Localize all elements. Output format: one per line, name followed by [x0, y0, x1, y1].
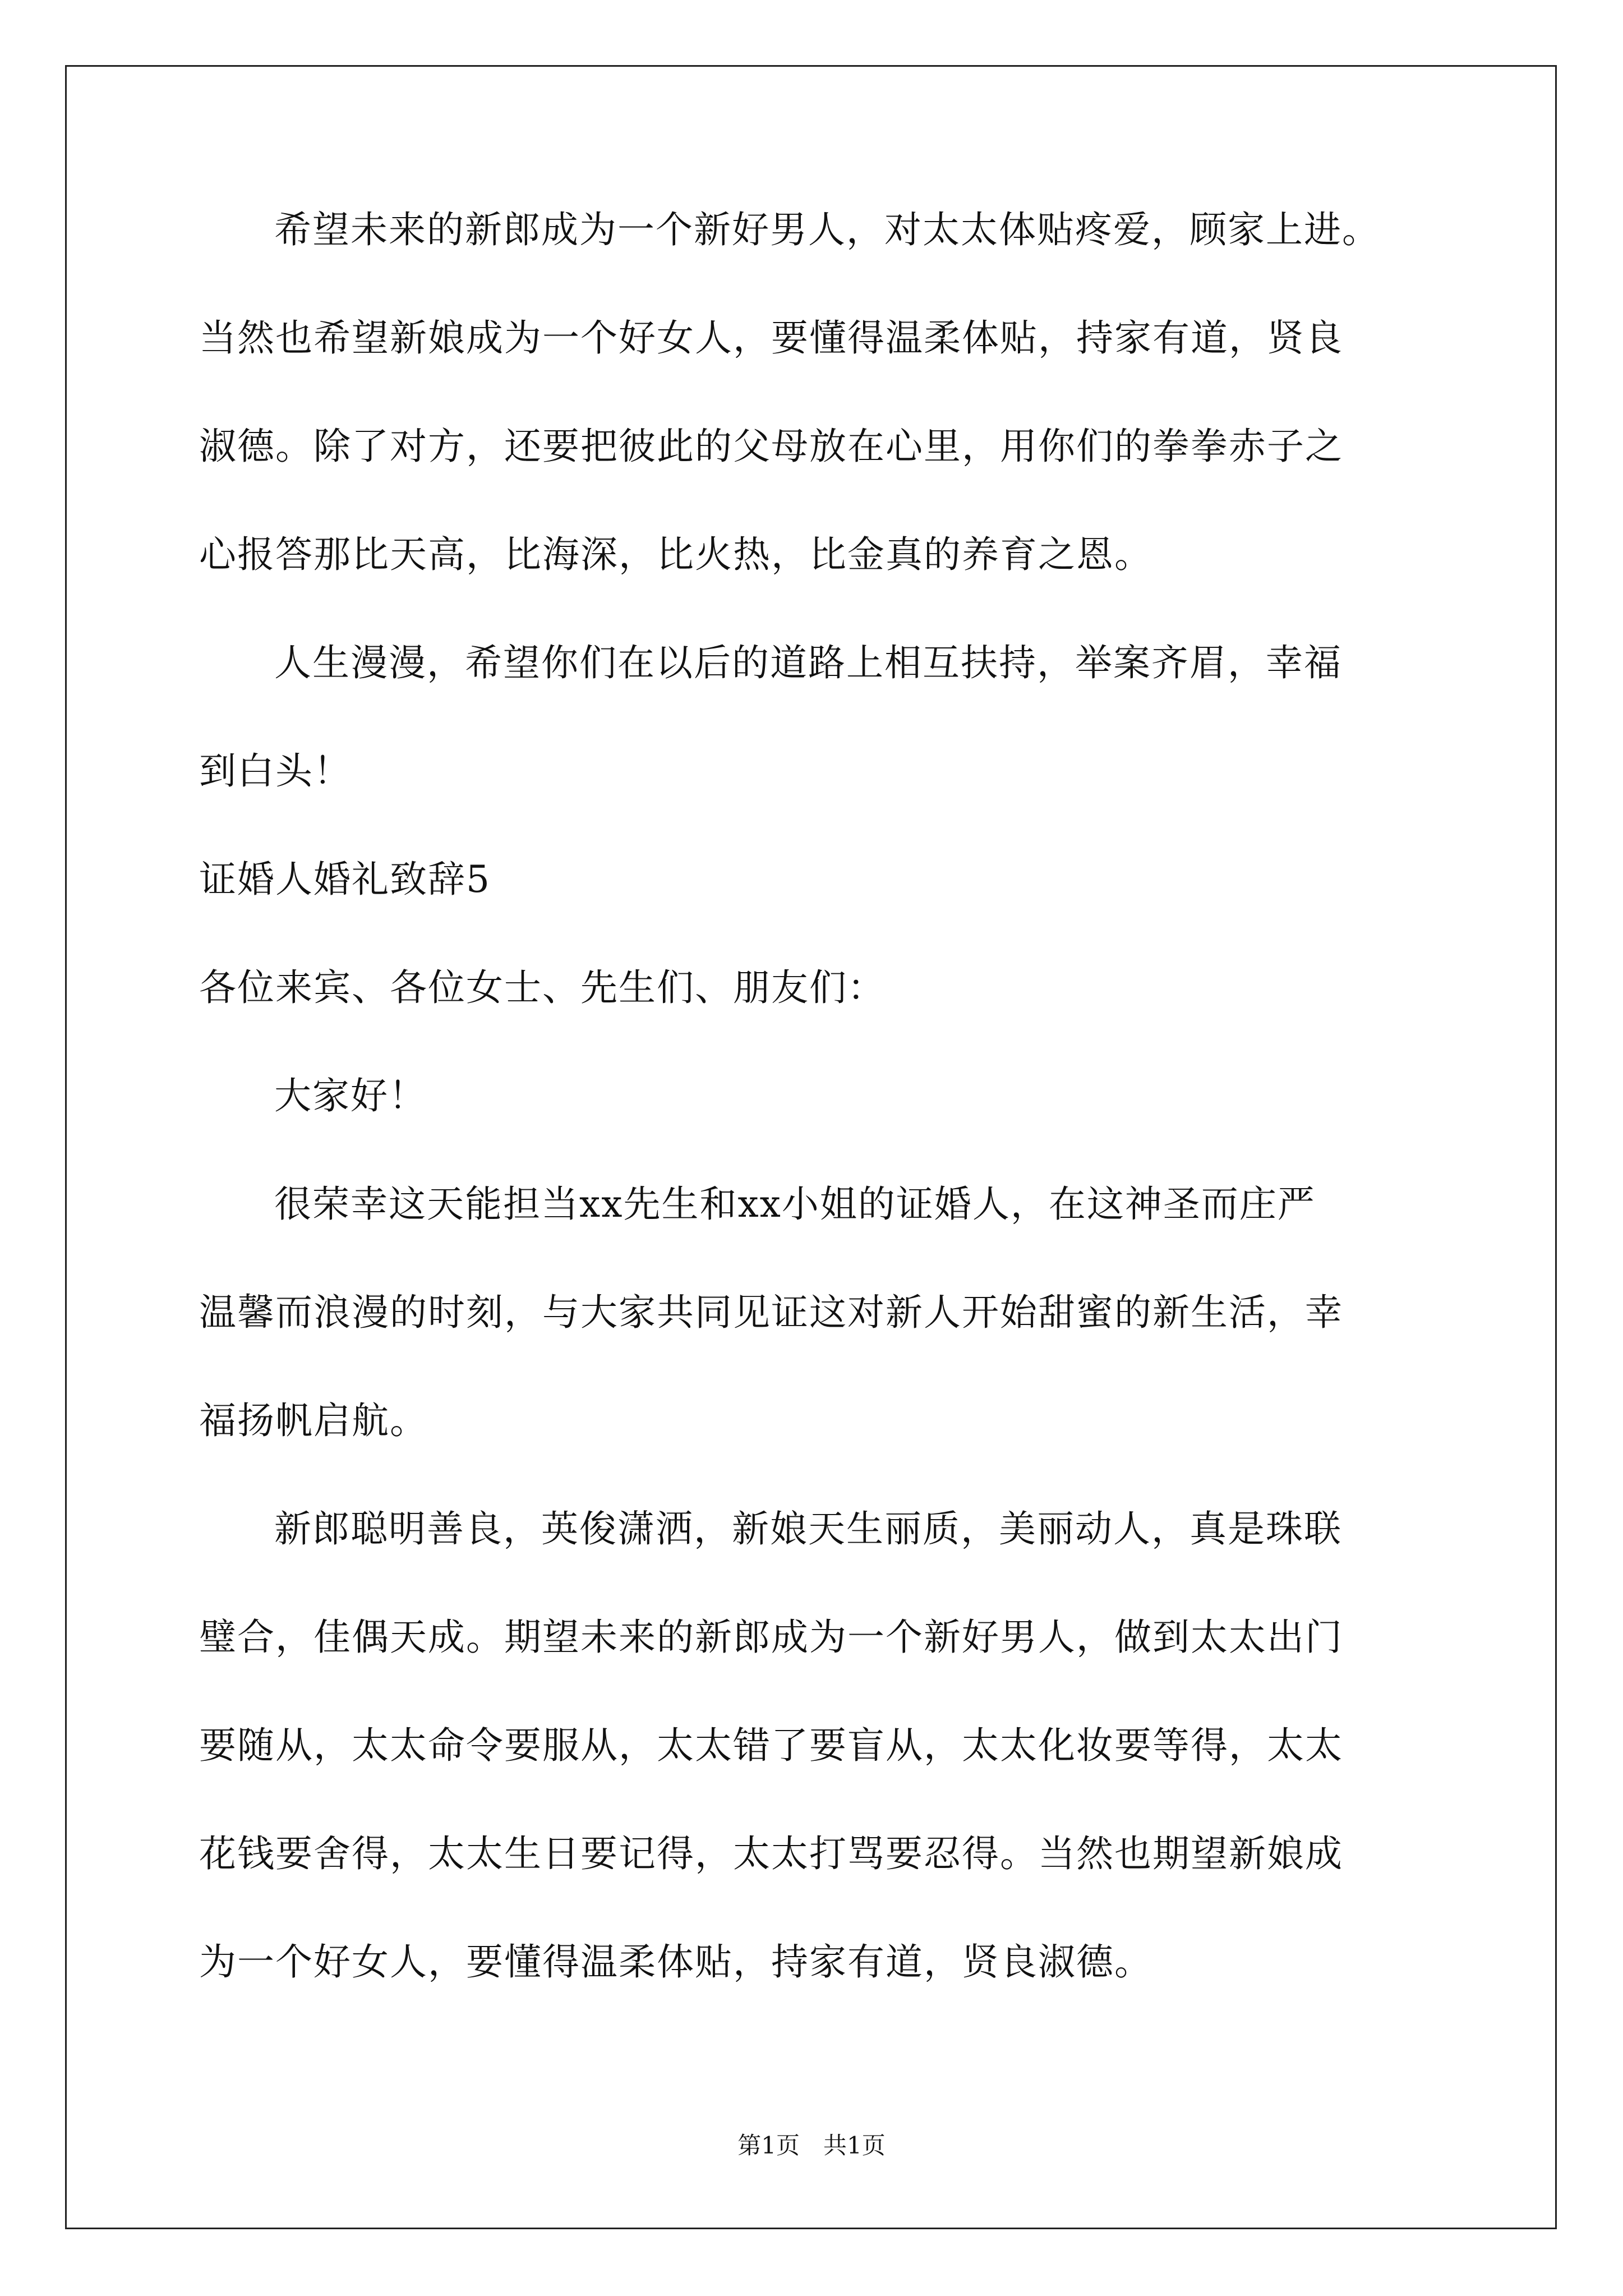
page-footer: 第1页 共1页	[737, 2132, 886, 2159]
paragraph-line: 璧合，佳偶天成。期望未来的新郎成为一个新好男人，做到太太出门	[199, 1616, 1343, 1659]
greeting: 大家好！	[274, 1074, 427, 1117]
paragraph-line: 当然也希望新娘成为一个好女人，要懂得温柔体贴，持家有道，贤良	[199, 316, 1343, 360]
paragraph-line: 淑德。除了对方，还要把彼此的父母放在心里，用你们的拳拳赤子之	[199, 425, 1343, 468]
paragraph-line: 为一个好女人，要懂得温柔体贴，持家有道，贤良淑德。	[199, 1940, 1152, 1984]
paragraph-line: 很荣幸这天能担当xx先生和xx小姐的证婚人，在这神圣而庄严	[274, 1182, 1316, 1226]
paragraph-line: 温馨而浪漫的时刻，与大家共同见证这对新人开始甜蜜的新生活，幸	[199, 1291, 1343, 1334]
paragraph-line: 希望未来的新郎成为一个新好男人，对太太体贴疼爱，顾家上进。	[274, 208, 1380, 251]
page-border	[65, 65, 1557, 2229]
paragraph-line: 福扬帆启航。	[199, 1399, 428, 1442]
paragraph-line: 花钱要舍得，太太生日要记得，太太打骂要忍得。当然也期望新娘成	[199, 1832, 1343, 1875]
paragraph-line: 人生漫漫，希望你们在以后的道路上相互扶持，举案齐眉，幸福	[274, 641, 1342, 684]
paragraph-line: 新郎聪明善良，英俊潇洒，新娘天生丽质，美丽动人，真是珠联	[274, 1507, 1342, 1550]
paragraph-line: 心报答那比天高，比海深，比火热，比金真的养育之恩。	[199, 533, 1152, 576]
paragraph-line: 到白头！	[199, 749, 352, 793]
salutation: 各位来宾、各位女士、先生们、朋友们：	[199, 966, 886, 1009]
paragraph-line: 要随从，太太命令要服从，太太错了要盲从，太太化妆要等得，太太	[199, 1724, 1343, 1767]
section-heading: 证婚人婚礼致辞5	[199, 858, 491, 901]
